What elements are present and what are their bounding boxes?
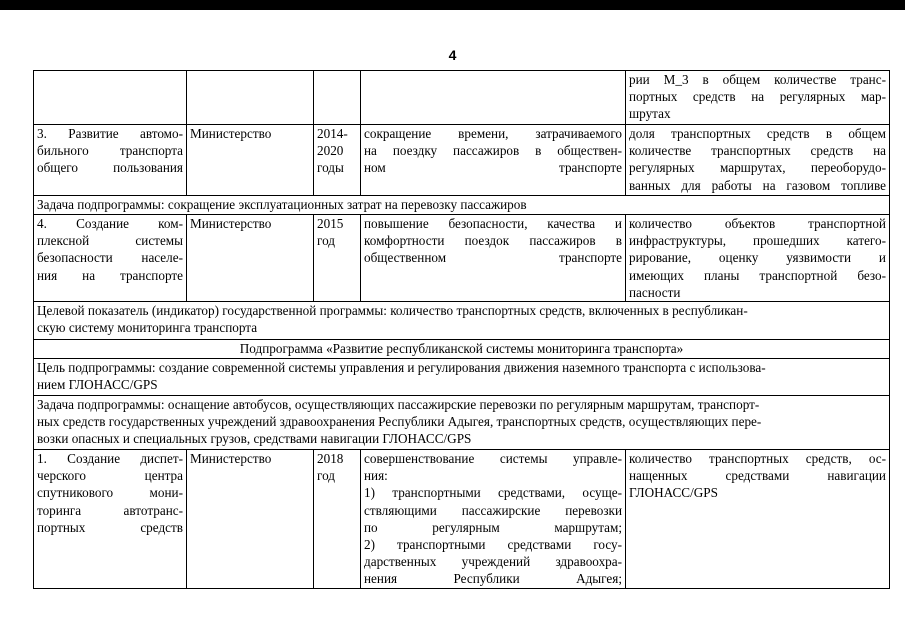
table-row [34, 71, 890, 125]
executor-cell: Министерство [187, 125, 314, 196]
activity-cell: 3. Развитие автомо- бильного транспорта общего пользования [34, 125, 187, 196]
executor-cell [187, 71, 314, 125]
scan-top-border [0, 0, 905, 10]
executor-cell: Министерство [187, 215, 314, 302]
target-indicator: Целевой показатель (индикатор) государственной программы: количество транспортных средств, включенных в республикан- скую систему мониторинга транспорта [34, 302, 890, 340]
indicator-cell: количество транспортных средств, ос- нащенных средствами навигации ГЛОНАСС/GPS [626, 450, 890, 589]
result-cell: совершенствование системы управле- ния: 1) транспортными средствами, осуще- ствляющими пассажирские перевозки по регулярным маршрутам; 2) транспортными средствами госу- дарственных учреждений здравоохра- нения Республики Адыгея; [361, 450, 626, 589]
table-row [34, 396, 890, 450]
subprogram-task: Задача подпрограммы: сокращение эксплуатационных затрат на перевозку пассажиров [34, 196, 890, 215]
activity-cell: 4. Создание ком- плексной системы безопасности населе- ния на транспорте [34, 215, 187, 302]
page-number: 4 [448, 47, 457, 63]
subprogram-goal: Цель подпрограммы: создание современной системы управления и регулирования движения наземного транспорта с использова- нием ГЛОНАСС/GPS [34, 359, 890, 396]
indicator-cell: доля транспортных средств в общем количестве транспортных средств на регулярных маршрутах, переоборудо- ванных для работы на газовом топливе [626, 125, 890, 196]
term-cell: 2015 год [314, 215, 361, 302]
table-row [34, 125, 890, 196]
table-row [34, 359, 890, 396]
term-cell: 2014- 2020 годы [314, 125, 361, 196]
term-cell: 2018 год [314, 450, 361, 589]
table-row [34, 215, 890, 302]
activity-cell: 1. Создание диспет- черского центра спутникового мони- торинга автотранс- портных средств [34, 450, 187, 589]
result-cell [361, 71, 626, 125]
table-row [34, 340, 890, 359]
executor-cell: Министерство [187, 450, 314, 589]
result-cell: повышение безопасности, качества и комфортности поездок пассажиров в общественном транспорте [361, 215, 626, 302]
subprogram-task: Задача подпрограммы: оснащение автобусов, осуществляющих пассажирские перевозки по регулярным маршрутам, транспорт- ных средств государственных учреждений здравоохранения Республики Адыгея, транспортных средств, осуществляющих пере- возки опасных и специальных грузов, средствами навигации ГЛОНАСС/GPS [34, 396, 890, 450]
table-row [34, 302, 890, 340]
activity-cell [34, 71, 187, 125]
indicator-cell: количество объектов транспортной инфраструктуры, прошедших катего- рирование, оценку уязвимости и имеющих планы транспортной безо- пасности [626, 215, 890, 302]
table-row [34, 450, 890, 589]
result-cell: сокращение времени, затрачиваемого на поездку пассажиров в обществен- ном транспорте [361, 125, 626, 196]
program-table [33, 70, 890, 589]
term-cell [314, 71, 361, 125]
subprogram-title: Подпрограмма «Развитие республиканской системы мониторинга транспорта» [34, 340, 890, 359]
indicator-cell: рии М_3 в общем количестве транс- портных средств на регулярных мар- шрутах [626, 71, 890, 125]
table-row [34, 196, 890, 215]
